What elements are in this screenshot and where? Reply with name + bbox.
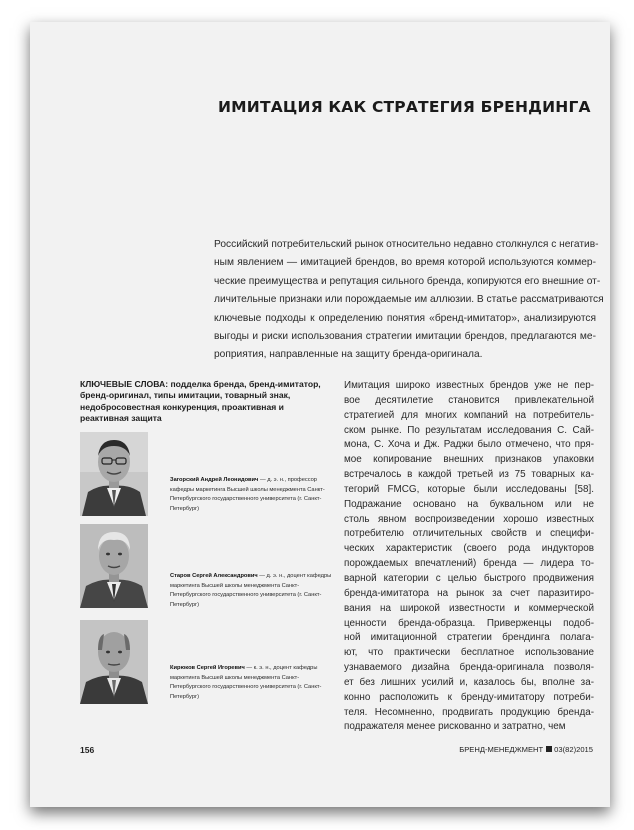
- keywords-label: КЛЮЧЕВЫЕ СЛОВА:: [80, 379, 169, 389]
- body-line: мое копирование внешних признаков упаковки: [344, 454, 594, 466]
- portrait-2-icon: [80, 524, 148, 608]
- author-bio-1: [170, 476, 332, 514]
- keywords-text: подделка бренда, бренд-имитатор, бренд-оригинал, типы имитации, товарный знак, недобросовестная конкуренция, проактивная и реактивная защита: [80, 379, 321, 424]
- author-name-1: Загорский Андрей Леонидович: [170, 477, 259, 483]
- abstract-line: личительные признаки или порождаемые им аллюзии. В статье рассматриваются: [214, 294, 604, 306]
- abstract-line: роприятия, направленные на защиту бренда-оригинала.: [214, 349, 483, 361]
- author-bio-2: [170, 572, 332, 610]
- body-line: потребителю отличительных свойств и специфи-: [344, 528, 594, 540]
- body-line: Имитация широко известных брендов уже не пер-: [344, 380, 594, 391]
- body-line: ной имитационной стратегии брендинга полага-: [344, 632, 594, 644]
- body-line: порождаемых впечатлений) бренда — лидера то-: [344, 558, 594, 570]
- author-name-3: Кирюков Сергей Игоревич: [170, 665, 245, 671]
- body-line: варной категории с целью быстрого продвижения: [344, 572, 594, 584]
- author-bio-3: [170, 664, 332, 702]
- author-name-2: Старов Сергей Александрович: [170, 573, 258, 579]
- abstract-line: Российский потребительский рынок относительно недавно столкнулся с негатив-: [214, 239, 599, 250]
- journal-footer: [459, 745, 593, 754]
- abstract-line: выгоды и риски использования стратегии имитации брендов, предлагаются ме-: [214, 331, 596, 343]
- body-line: столь явном воспроизведении хорошо известных: [344, 513, 594, 525]
- article-title: ИМИТАЦИЯ КАК СТРАТЕГИЯ БРЕНДИНГА: [218, 98, 591, 116]
- body-line: теля. Несомненно, продвигать продукцию бренда-: [344, 706, 594, 718]
- body-line: вания на широкой известности и коммерческой: [344, 602, 594, 614]
- author-photo-3: [80, 620, 148, 704]
- author-photo-1: [80, 432, 148, 516]
- body-line: тегорий FMCG, которые были исследованы [58].: [344, 483, 594, 495]
- author-details-1: — д. э. н., профессор кафедры маркетинга Высшей школы менеджмента Санкт-Петербургского государственного университета (г. Санкт-Петербург): [170, 477, 325, 512]
- body-line: бренда-имитатора на рынок за счет паразитиро-: [344, 587, 594, 599]
- author-card-3: [80, 620, 330, 704]
- body-line: конно расположить к бренду-имитатору потреби-: [344, 691, 594, 703]
- portrait-3-icon: [80, 620, 148, 704]
- journal-name: БРЕНД-МЕНЕДЖМЕНТ: [459, 745, 544, 754]
- body-line: Подражание основано на буквальном или не: [344, 498, 594, 510]
- body-line: вое десятилетие становится привлекательной: [344, 394, 594, 406]
- author-card-1: [80, 432, 330, 516]
- body-line: ском рынке. По результатам исследования С. Сай-: [344, 424, 594, 436]
- body-line: мона, С. Хоча и Дж. Раджи было отмечено, что пря-: [344, 439, 594, 451]
- author-card-2: [80, 524, 330, 608]
- abstract-line: ческие преимущества и репутация сильного бренда, копируются его внешние от-: [214, 275, 601, 287]
- body-line: стратегией для многих компаний на потребитель-: [344, 409, 594, 421]
- keywords-block: [80, 379, 324, 425]
- author-details-3: — к. э. н., доцент кафедры маркетинга Высшей школы менеджмента Санкт-Петербургского государственного университета (г. Санкт-Петербург): [170, 665, 322, 700]
- body-line: ют, что практически бесплатное использование: [344, 647, 594, 659]
- author-photo-2: [80, 524, 148, 608]
- square-separator-icon: [546, 746, 552, 752]
- body-line: ценности бренда-образца. Приверженцы подоб-: [344, 617, 594, 629]
- portrait-1-icon: [80, 432, 148, 516]
- body-line: узнаваемого дизайна бренда-оригинала позволя-: [344, 662, 594, 674]
- body-line: ческих характеристик (своего рода индукторов: [344, 543, 594, 555]
- body-line: встречалось в каждой третьей из 75 товарных ка-: [344, 469, 594, 481]
- author-details-2: — д. э. н., доцент кафедры маркетинга Высшей школы менеджмента Санкт-Петербургского государственного университета (г. Санкт-Петербург): [170, 573, 332, 608]
- abstract-line: ключевые подходы к определению понятия «бренд-имитатор», анализируются: [214, 312, 596, 324]
- body-line: подражателя менее рискованно и затратно, чем: [344, 721, 566, 733]
- page-number: 156: [80, 745, 95, 755]
- article-body: [344, 379, 594, 735]
- body-line: ет без лишних усилий и, казалось бы, вполне за-: [344, 676, 594, 688]
- article-abstract: [214, 236, 604, 365]
- journal-issue: 03(82)2015: [554, 745, 593, 754]
- abstract-line: ным явлением — имитацией брендов, во время которой используются коммер-: [214, 257, 596, 269]
